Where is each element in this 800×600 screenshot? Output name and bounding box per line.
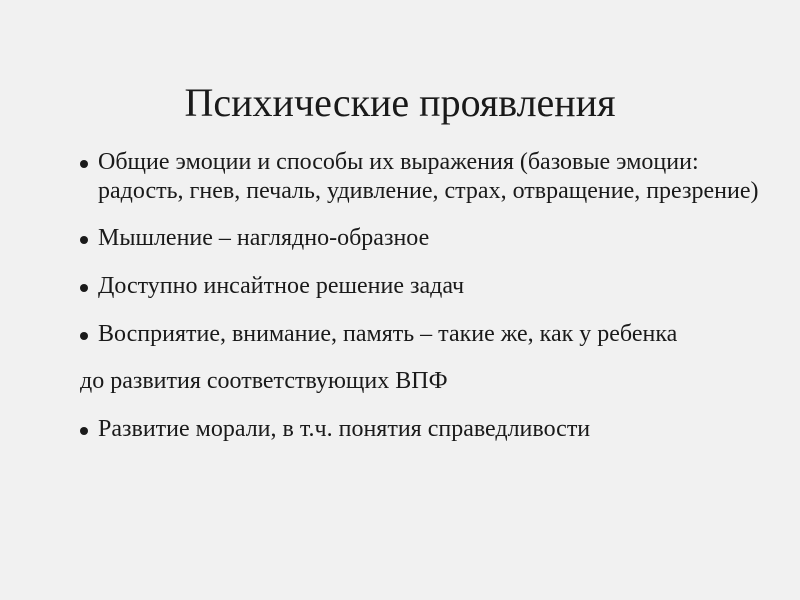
bullet-dot-icon xyxy=(80,284,88,292)
bullet-continuation-text: до развития соответствующих ВПФ xyxy=(80,368,448,394)
bullet-dot-icon xyxy=(80,160,88,168)
bullet-dot-icon xyxy=(80,332,88,340)
bullet-text: Развитие морали, в т.ч. понятия справедливости xyxy=(98,416,591,442)
bullet-text: Мышление – наглядно-образное xyxy=(98,225,430,251)
bullet-text: Общие эмоции и способы их выражения (базовые эмоции: радость, гнев, печаль, удивление, страх, отвращение, презрение) xyxy=(98,149,759,204)
slide-title: Психические проявления xyxy=(184,79,616,125)
bullet-item xyxy=(80,224,770,253)
bullet-text: Восприятие, внимание, память – такие же, как у ребенка xyxy=(98,321,678,347)
bullet-dot-icon xyxy=(80,427,88,435)
bullet-list xyxy=(80,148,770,444)
bullet-item xyxy=(80,415,770,444)
bullet-item xyxy=(80,148,770,206)
bullet-item xyxy=(80,272,770,301)
bullet-dot-icon xyxy=(80,236,88,244)
bullet-item xyxy=(80,320,770,396)
bullet-text: Доступно инсайтное решение задач xyxy=(98,273,465,299)
